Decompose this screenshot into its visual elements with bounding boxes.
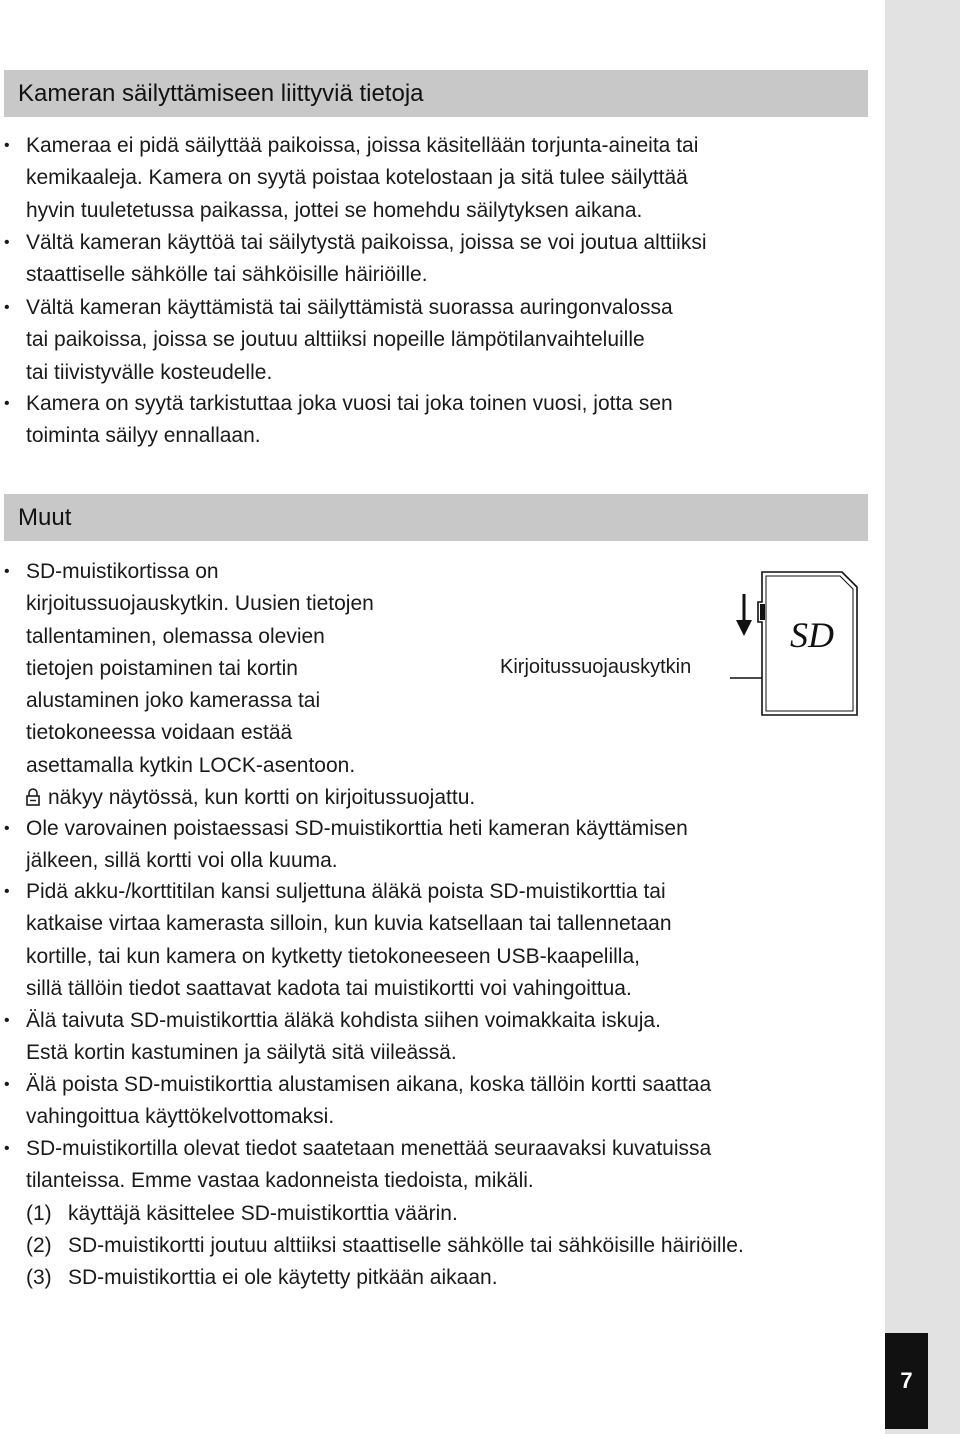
section-heading-other: Muut — [4, 494, 868, 541]
text-line: Pidä akku-/korttitilan kansi suljettuna äläkä poista SD-muistikorttia tai — [26, 880, 666, 903]
bullet-dot: • — [4, 234, 10, 251]
bullet-dot: • — [4, 563, 10, 580]
sd-logo: SD — [790, 615, 834, 655]
text-line: Vältä kameran käyttöä tai säilytystä paikoissa, joissa se voi joutua alttiiksi — [26, 231, 707, 254]
text-line: Estä kortin kastuminen ja säilytä sitä viileässä. — [26, 1041, 457, 1065]
text-line: tai paikoissa, joissa se joutuu alttiiksi nopeille lämpötilanvaihteluille — [26, 328, 645, 352]
text-line: Älä poista SD-muistikorttia alustamisen aikana, koska tällöin kortti saattaa — [26, 1073, 712, 1096]
text-line: SD-muistikortissa on — [26, 560, 219, 583]
text-line: tai tiivistyvälle kosteudelle. — [26, 360, 273, 384]
text-line: sillä tällöin tiedot saattavat kadota tai muistikortti voi vahingoittua. — [26, 976, 632, 1000]
text-line: Ole varovainen poistaessasi SD-muistikorttia heti kameran käyttämisen — [26, 817, 688, 840]
text-line: Kamera on syytä tarkistuttaa joka vuosi tai joka toinen vuosi, jotta sen — [26, 392, 673, 415]
sd-card-figure — [730, 560, 860, 720]
list-item — [26, 1005, 661, 1070]
list-item — [26, 1133, 744, 1294]
list-item — [26, 388, 673, 453]
list-item — [26, 1069, 711, 1134]
text-line: jälkeen, sillä kortti voi olla kuuma. — [26, 849, 338, 873]
text-line: tietojen poistaminen tai kortin — [26, 656, 298, 680]
text-line: alustaminen joko kamerassa tai — [26, 689, 321, 713]
list-item-sd-switch — [26, 556, 475, 814]
text-line: Älä taivuta SD-muistikorttia äläkä kohdista siihen voimakkaita iskuja. — [26, 1009, 661, 1032]
text-line: toiminta säilyy ennallaan. — [26, 424, 261, 448]
text-line: kortille, tai kun kamera on kytketty tietokoneeseen USB-kaapelilla, — [26, 944, 640, 968]
numbered-item: (3) SD-muistikorttia ei ole käytetty pitkään aikaan. — [26, 1266, 498, 1290]
bullet-dot: • — [4, 883, 10, 900]
list-item — [26, 813, 688, 878]
numbered-item: (2) SD-muistikortti joutuu alttiiksi staattiselle sähkölle tai sähköisille häiriöille. — [26, 1233, 744, 1257]
list-item — [26, 876, 672, 1005]
text-line: tietokoneessa voidaan estää — [26, 721, 293, 745]
text-line: hyvin tuuletetussa paikassa, jottei se homehdu säilytyksen aikana. — [26, 198, 643, 222]
bullet-dot: • — [4, 395, 10, 412]
list-item — [26, 227, 706, 292]
bullet-dot: • — [4, 1012, 10, 1029]
numbered-item: (1) käyttäjä käsittelee SD-muistikorttia väärin. — [26, 1201, 458, 1225]
bullet-dot: • — [4, 299, 10, 316]
list-item — [26, 292, 673, 389]
bullet-dot: • — [4, 137, 10, 154]
text-line: tilanteissa. Emme vastaa kadonneista tiedoista, mikäli. — [26, 1169, 534, 1193]
text-line: katkaise virtaa kamerasta silloin, kun kuvia katsellaan tai tallennetaan — [26, 912, 672, 936]
bullet-dot: • — [4, 820, 10, 837]
text-line: staattiselle sähkölle tai sähköisille häiriöille. — [26, 263, 428, 287]
page-number: 7 — [885, 1333, 928, 1429]
write-protect-icon — [26, 788, 40, 806]
text-line: kirjoitussuojauskytkin. Uusien tietojen — [26, 592, 374, 616]
section-heading-storage: Kameran säilyttämiseen liittyviä tietoja — [4, 70, 868, 117]
bullet-dot: • — [4, 1140, 10, 1157]
text-line: tallentaminen, olemassa olevien — [26, 624, 325, 648]
text-line: Kameraa ei pidä säilyttää paikoissa, joissa käsitellään torjunta-aineita tai — [26, 134, 699, 157]
side-margin-strip — [885, 0, 960, 1434]
switch-callout-label: Kirjoitussuojauskytkin — [500, 656, 692, 678]
text-line: SD-muistikortilla olevat tiedot saatetaan menettää seuraavaksi kuvatuissa — [26, 1137, 712, 1160]
lock-note: näkyy näytössä, kun kortti on kirjoitussuojattu. — [48, 786, 476, 810]
text-line: kemikaaleja. Kamera on syytä poistaa kotelostaan ja sitä tulee säilyttää — [26, 166, 688, 190]
bullet-dot: • — [4, 1076, 10, 1093]
text-line: Vältä kameran käyttämistä tai säilyttämistä suorassa auringonvalossa — [26, 296, 673, 319]
text-line: asettamalla kytkin LOCK-asentoon. — [26, 753, 356, 777]
text-line: vahingoittua käyttökelvottomaksi. — [26, 1105, 335, 1129]
list-item — [26, 130, 698, 227]
